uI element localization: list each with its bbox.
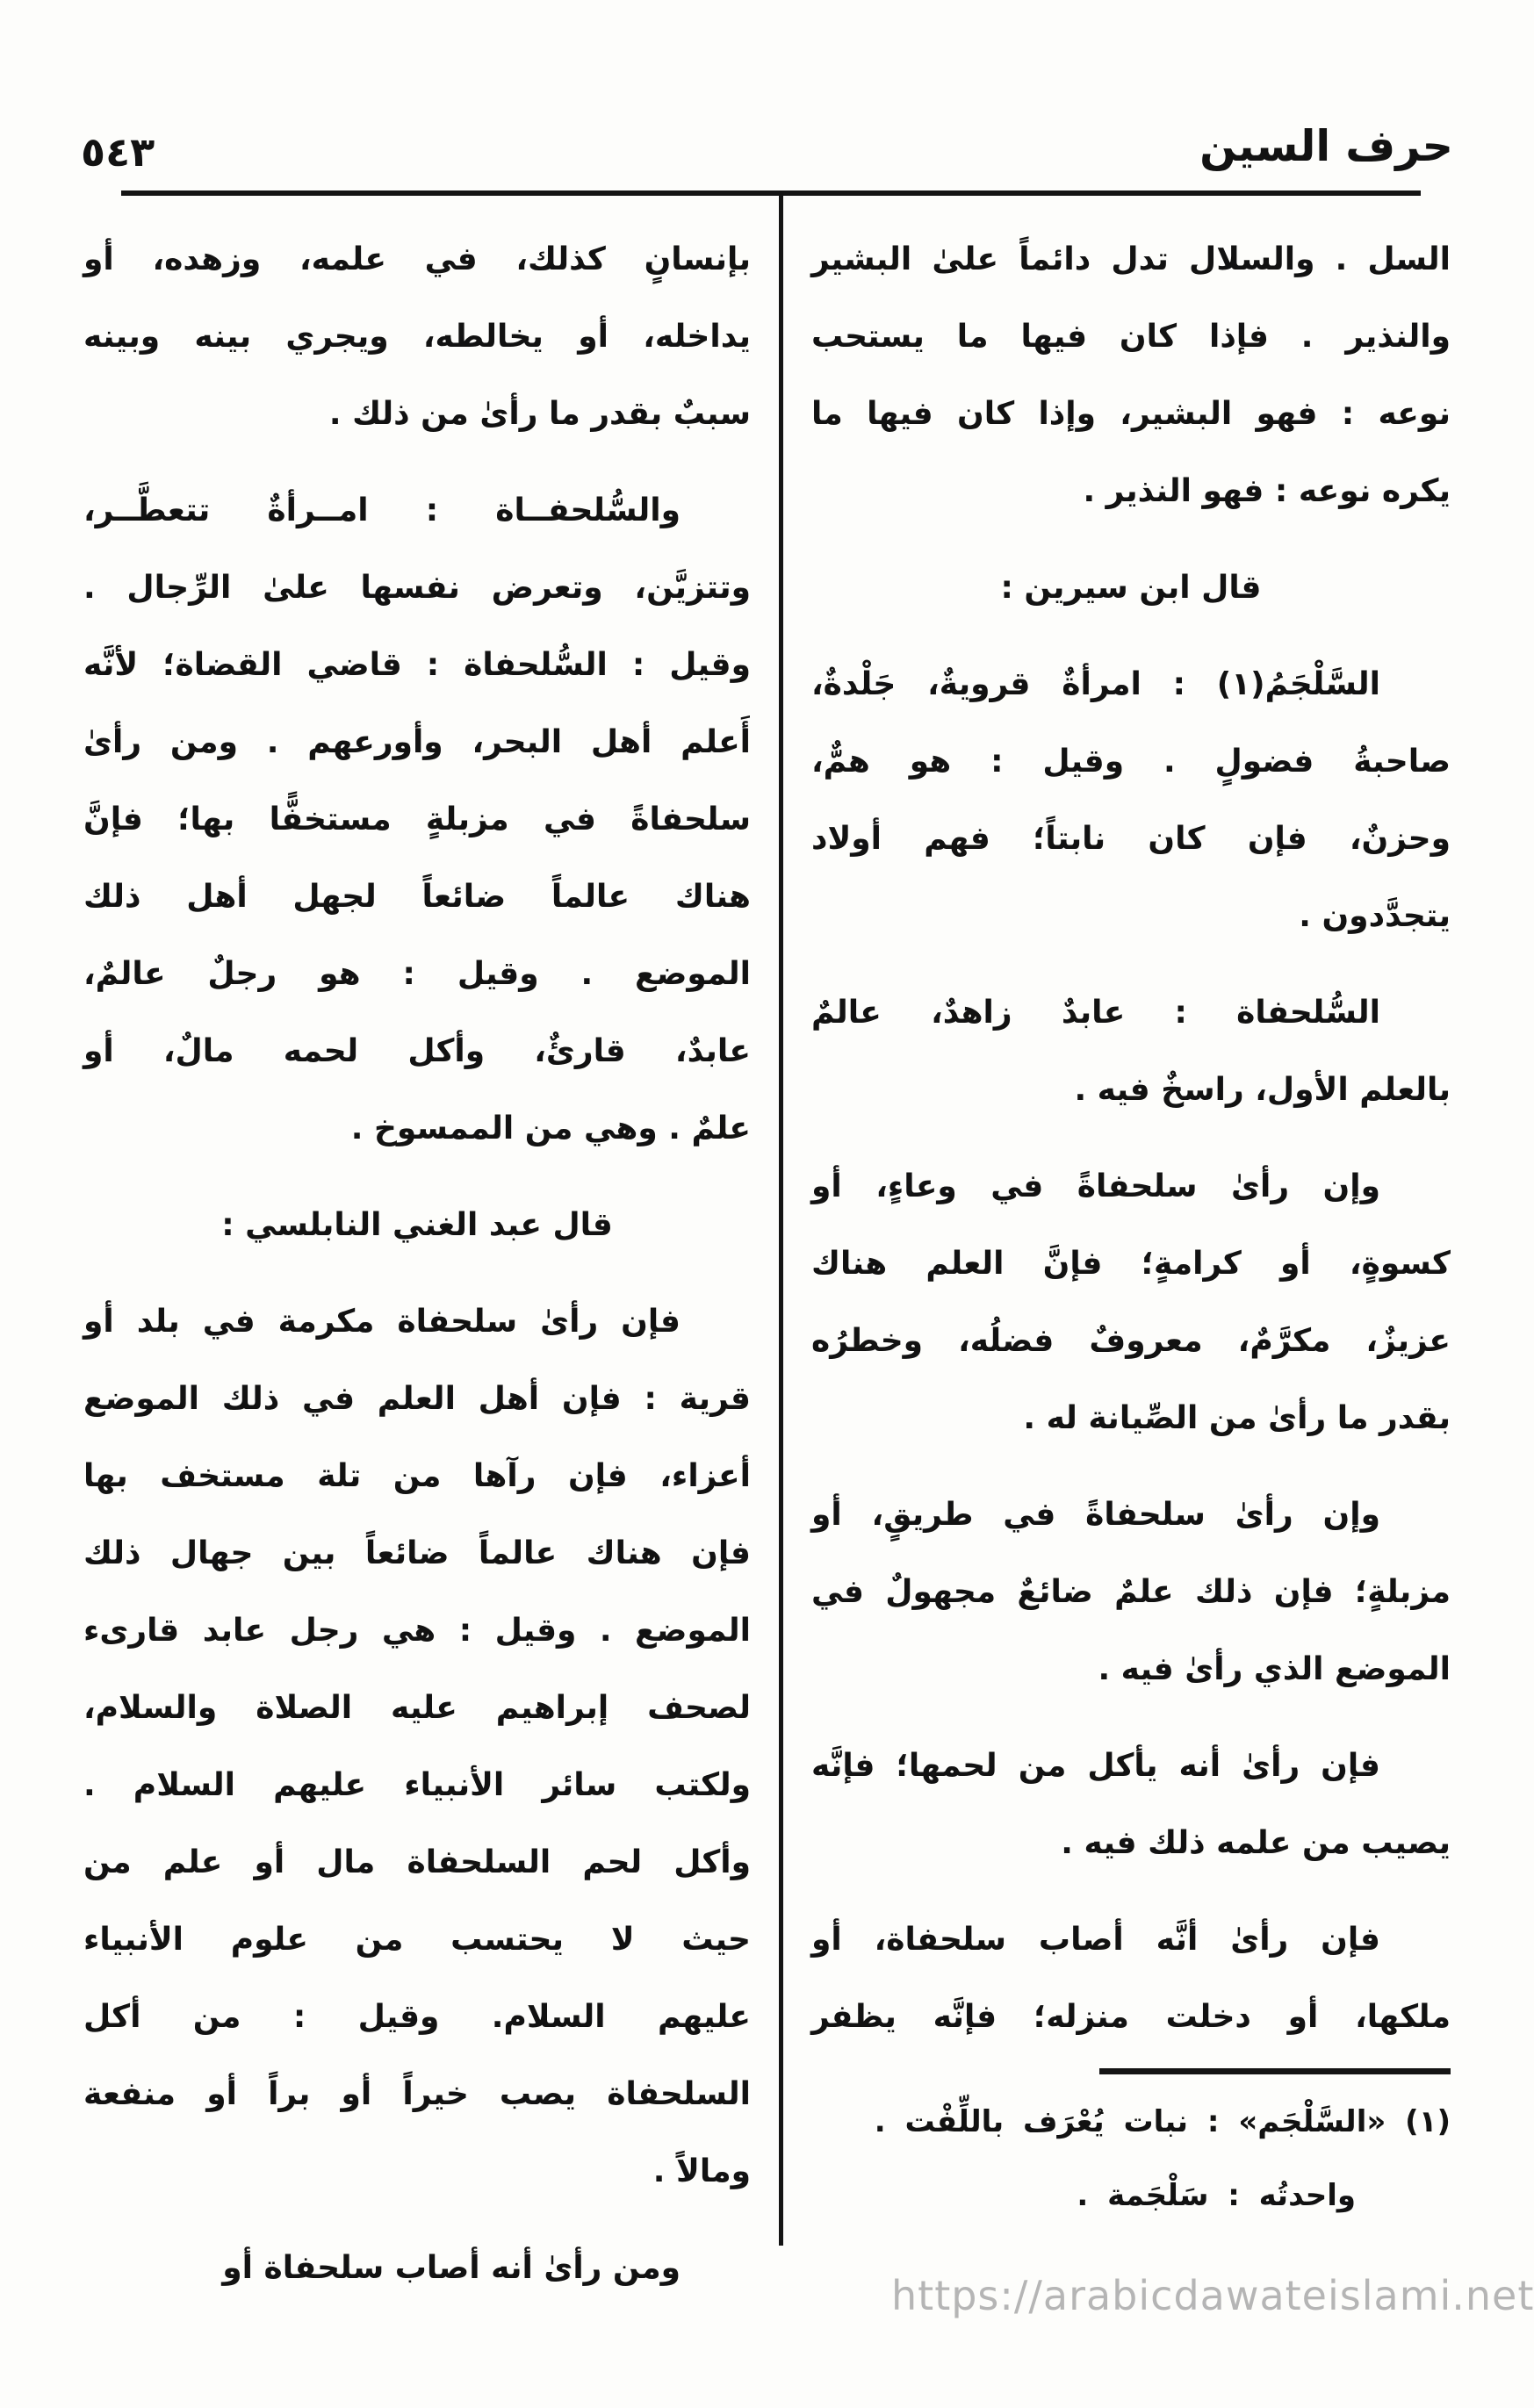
text-line: يكره نوعه : فهو النذير . xyxy=(1083,473,1451,509)
paragraph xyxy=(811,1477,1451,1708)
left-column xyxy=(83,221,751,2326)
watermark-url: https://arabicdawateislami.net xyxy=(891,2272,1534,2319)
text-line: علمٌ . وهي من الممسوخ . xyxy=(350,1111,751,1146)
text-line: بقدر ما رأىٰ من الصِّيانة له . xyxy=(1023,1400,1451,1436)
paragraph xyxy=(811,1901,1451,2056)
text-line: الموضع . وقيل : هو رجلٌ عالمٌ، xyxy=(83,956,751,992)
section-header: حرف السين xyxy=(1199,121,1453,171)
paragraph xyxy=(83,1283,751,2210)
text-line: صاحبةُ فضولٍ . وقيل : هو همٌّ، xyxy=(811,744,1451,780)
text-line: بإنسانٍ كذلك، في علمه، وزهده، أو xyxy=(83,241,751,277)
text-line: فإن هناك عالماً ضائعاً بين جهال ذلك xyxy=(83,1535,751,1571)
text-line: عابدٌ، قارئٌ، وأكل لحمه مالٌ، أو xyxy=(83,1033,751,1069)
text-line: مزبلةٍ؛ فإن ذلك علمٌ ضائعٌ مجهولٌ في xyxy=(811,1574,1451,1610)
paragraph xyxy=(811,221,1451,530)
text-line: وحزنٌ، فإن كان نابتاً؛ فهم أولاد xyxy=(811,821,1451,857)
paragraph xyxy=(83,221,751,453)
text-line: وإن رأىٰ سلحفاةً في وعاءٍ، أو xyxy=(811,1168,1380,1204)
text-line: ولكتب سائر الأنبياء عليهم السلام . xyxy=(83,1767,751,1803)
text-line: نوعه : فهو البشير، وإذا كان فيها ما xyxy=(811,396,1451,432)
text-line: السل . والسلال تدل دائماً علىٰ البشير xyxy=(811,241,1451,277)
text-line: سببٌ بقدر ما رأىٰ من ذلك . xyxy=(328,396,751,432)
narrator-heading: قال عبد الغني النابلسي : xyxy=(221,1207,613,1243)
footnote-line: (١) «السَّلْجَم» : نبات يُعْرَف باللِّفْت . xyxy=(874,2104,1451,2139)
paragraph xyxy=(83,2230,751,2307)
text-line: قرية : فإن أهل العلم في ذلك الموضع xyxy=(83,1381,751,1417)
text-line: ومالاً . xyxy=(652,2153,751,2189)
narrator-heading: قال ابن سيرين : xyxy=(1000,570,1262,606)
text-line: وأكل لحم السلحفاة مال أو علم من xyxy=(83,1844,751,1880)
right-column xyxy=(811,221,1451,2075)
text-line: ملكها، أو دخلت منزله؛ فإنَّه يظفر xyxy=(811,1999,1451,2035)
column-divider xyxy=(779,194,783,2246)
text-line: وتتزيَّن، وتعرض نفسها علىٰ الرِّجال . xyxy=(83,570,751,606)
text-line: كسوةٍ، أو كرامةٍ؛ فإنَّ العلم هناك xyxy=(811,1246,1451,1282)
text-line: والنذير . فإذا كان فيها ما يستحب xyxy=(811,319,1451,355)
text-line: حيث لا يحتسب من علوم الأنبياء xyxy=(83,1922,751,1958)
paragraph xyxy=(811,1148,1451,1457)
text-line: يداخله، أو يخالطه، ويجري بينه وبينه xyxy=(83,319,751,355)
footnote-line: واحدتُه : سَلْجَمة . xyxy=(1077,2178,1356,2213)
text-line: عليهم السلام. وقيل : من أكل xyxy=(83,1999,751,2035)
text-line: عزيزٌ، مكرَّمٌ، معروفٌ فضلُه، وخطرُه xyxy=(811,1323,1451,1359)
text-line: السُّلحفاة : عابدٌ زاهدٌ، عالمٌ xyxy=(811,995,1380,1031)
footnote-rule xyxy=(1099,2068,1451,2074)
text-line: أعزاء، فإن رآها من تلة مستخف بها xyxy=(83,1458,751,1494)
text-line: يصيب من علمه ذلك فيه . xyxy=(1061,1825,1451,1861)
header-rule xyxy=(121,190,1421,196)
paragraph xyxy=(811,1728,1451,1882)
text-line: بالعلم الأول، راسخٌ فيه . xyxy=(1074,1072,1451,1108)
paragraph xyxy=(811,974,1451,1129)
text-line: الموضع . وقيل : هي رجل عابد قارىء xyxy=(83,1613,751,1649)
text-line: هناك عالماً ضائعاً لجهل أهل ذلك xyxy=(83,879,751,915)
text-line: فإن رأىٰ أنَّه أصاب سلحفاة، أو xyxy=(811,1922,1380,1958)
text-line: فإن رأىٰ أنه يأكل من لحمها؛ فإنَّه xyxy=(811,1748,1380,1784)
text-line: والسُّلحفــاة : امــرأةٌ تتعطَّــر، xyxy=(83,492,681,528)
text-line: السلحفاة يصب خيراً أو براً أو منفعة xyxy=(83,2076,751,2112)
text-line: يتجدَّدون . xyxy=(1299,898,1451,934)
text-line: لصحف إبراهيم عليه الصلاة والسلام، xyxy=(83,1690,751,1726)
text-line: سلحفاةً في مزبلةٍ مستخفًّا بها؛ فإنَّ xyxy=(83,801,751,837)
paragraph xyxy=(83,472,751,1168)
text-line: فإن رأىٰ سلحفاة مكرمة في بلد أو xyxy=(83,1304,681,1340)
text-line: وقيل : السُّلحفاة : قاضي القضاة؛ لأنَّه xyxy=(83,647,751,683)
text-line: وإن رأىٰ سلحفاةً في طريقٍ، أو xyxy=(811,1497,1380,1533)
text-line: الموضع الذي رأىٰ فيه . xyxy=(1098,1651,1451,1687)
text-line: السَّلْجَمُ(١) : امرأةٌ قرويةٌ، جَلْدةٌ، xyxy=(811,666,1380,702)
paragraph xyxy=(811,646,1451,955)
text-line: أَعلم أهل البحر، وأورعهم . ومن رأىٰ xyxy=(83,724,751,760)
page-number: ٥٤٣ xyxy=(81,128,155,176)
text-line: ومن رأىٰ أنه أصاب سلحفاة أو xyxy=(222,2250,681,2286)
footnote xyxy=(810,2068,1451,2232)
